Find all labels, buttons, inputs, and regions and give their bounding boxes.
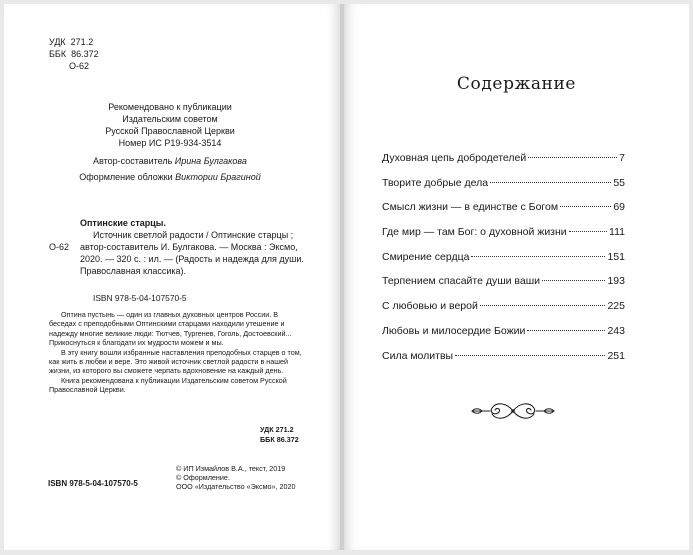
author-mark-2: О-62: [49, 242, 70, 252]
toc-entry[interactable]: Терпением спасайте души ваши 193: [382, 275, 625, 288]
bbk-bottom: ББК 86.372: [260, 435, 299, 444]
toc-entry[interactable]: Творите добрые дела 55: [382, 176, 625, 189]
annotation: [49, 310, 307, 395]
bib-line-4: Православная классика).: [80, 266, 187, 276]
bib-line-3: 2020. — 320 с. : ил. — (Радость и надежда для души.: [80, 254, 304, 264]
toc-entry[interactable]: Где мир — там Бог: о духовной жизни 111: [382, 226, 625, 239]
toc-entry[interactable]: Сила молитвы 251: [382, 349, 625, 362]
bib-line-1: Источник светлой радости / Оптинские старцы ;: [93, 230, 294, 240]
toc-entry[interactable]: Духовная цепь добродетелей 7: [382, 152, 625, 164]
copyright-line-1: © ИП Измайлов В.А., текст, 2019: [176, 464, 286, 473]
recommendation-line-4: Номер ИС Р19-934-3514: [118, 138, 222, 148]
copyright-line-3: ООО «Издательство «Эксмо», 2020: [176, 482, 296, 491]
udk-bottom: УДК 271.2: [260, 425, 294, 434]
recommendation-line-2: Издательским советом: [122, 114, 218, 124]
toc-title: Содержание: [456, 74, 577, 94]
toc-entry[interactable]: С любовью и верой 225: [382, 300, 625, 313]
copyright-line-2: © Оформление.: [176, 473, 230, 482]
recommendation-line-3: Русской Православной Церкви: [105, 126, 235, 136]
author-mark: О-62: [69, 61, 90, 71]
toc-entry[interactable]: Любовь и милосердие Божии 243: [382, 324, 625, 337]
isbn-top: ISBN 978-5-04-107570-5: [93, 293, 187, 303]
flourish-ornament-icon: [470, 400, 556, 422]
table-of-contents: [382, 152, 625, 374]
left-page: [4, 4, 340, 550]
toc-entry[interactable]: Смирение сердца 151: [382, 250, 625, 263]
udk-code: УДК 271.2: [49, 37, 94, 47]
isbn-bottom: ISBN 978-5-04-107570-5: [48, 479, 138, 488]
compiler-credit: Автор-составитель Ирина Булгакова: [93, 156, 247, 166]
annotation-paragraph: Книга рекомендована к публикации Издательским советом Русской Православной Церкви.: [49, 375, 287, 395]
toc-entry[interactable]: Смысл жизни — в единстве с Богом 69: [382, 201, 625, 214]
annotation-paragraph: Оптина пустынь — один из главных духовных центров России. В беседах с преподобными Оптинскими старцами находили утешение и надежду многие великие люди: Тютчев, Тургенев, Гоголь, Достоевский... Прикоснуться к благодати их мудрости можем и мы.: [49, 310, 292, 348]
annotation-paragraph: В эту книгу вошли избранные наставления преподобных старцев о том, как жить в любви и вере. Это живой источник светлой радости в нашей жизни, из которого вы сможете черпать вдохновение на каждый день.: [49, 347, 302, 376]
bbk-code: ББК 86.372: [49, 49, 99, 59]
book-title: Оптинские старцы.: [80, 218, 166, 228]
recommendation-line-1: Рекомендовано к публикации: [108, 102, 232, 112]
bib-line-2: автор-составитель И. Булгакова. — Москва : Эксмо,: [80, 242, 298, 252]
cover-design-credit: Оформление обложки Виктории Брагиной: [79, 172, 261, 182]
